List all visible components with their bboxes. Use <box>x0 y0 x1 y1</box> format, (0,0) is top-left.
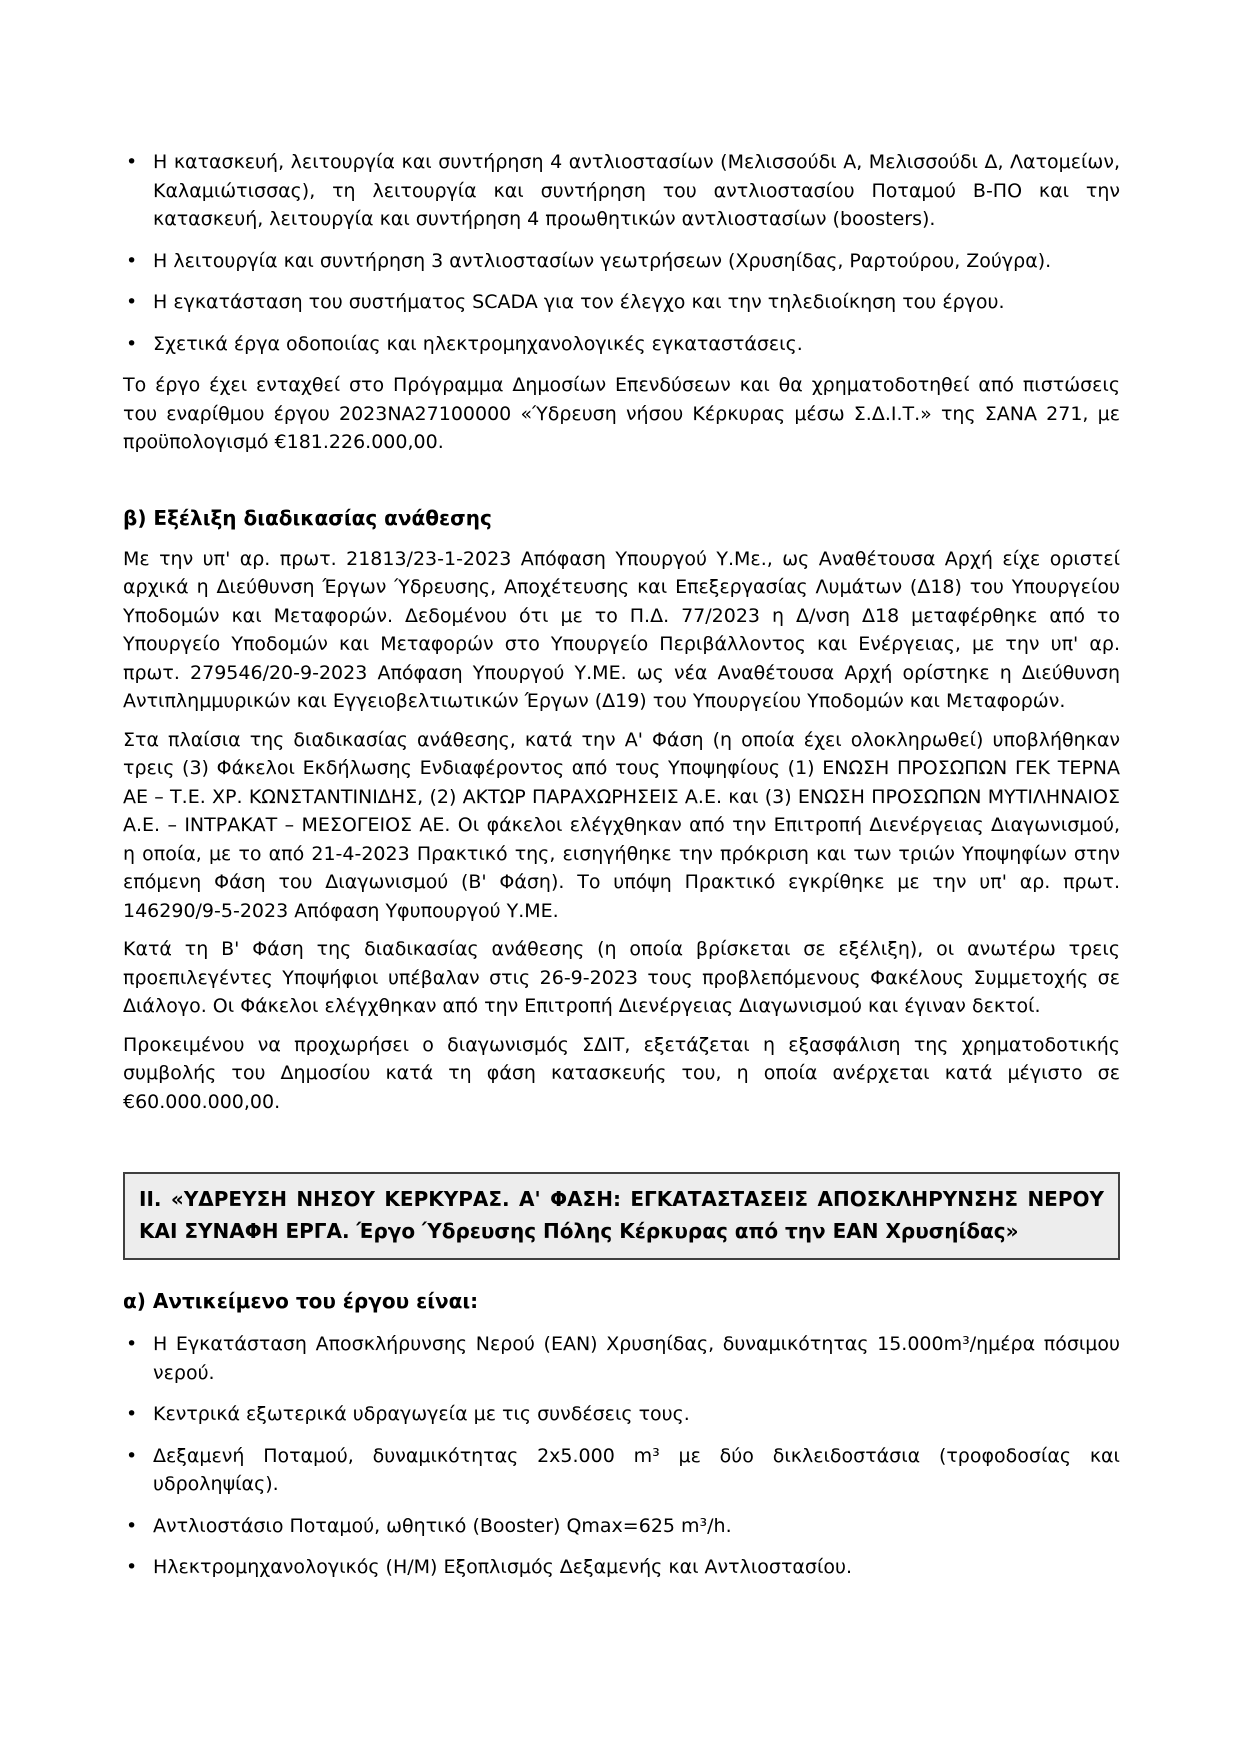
scope-bullet-item: • Δεξαμενή Ποταμού, δυναμικότητας 2x5.000 m³ με δύο δικλειδοστάσια (τροφοδοσίας και υδροληψίας). <box>153 1442 1120 1499</box>
scope-bullet-item: • Η Εγκατάσταση Αποσκλήρυνσης Νερού (ΕΑΝ) Χρυσηίδας, δυναμικότητας 15.000m³/ημέρα πόσιμου νερού. <box>153 1330 1120 1387</box>
intro-bullet-list <box>123 148 1120 358</box>
section-ii-title-box: ΙΙ. «ΥΔΡΕΥΣΗ ΝΗΣΟΥ ΚΕΡΚΥΡΑΣ. Α' ΦΑΣΗ: ΕΓΚΑΤΑΣΤΑΣΕΙΣ ΑΠΟΣΚΛΗΡΥΝΣΗΣ ΝΕΡΟΥ ΚΑΙ ΣΥΝΑΦΗ ΕΡΓΑ. Έργο Ύδρευσης Πόλης Κέρκυρας από την ΕΑΝ Χρυσηίδας» <box>123 1172 1120 1260</box>
section-b-paragraph: Με την υπ' αρ. πρωτ. 21813/23-1-2023 Απόφαση Υπουργού Υ.Με., ως Αναθέτουσα Αρχή είχε οριστεί αρχικά η Διεύθυνση Έργων Ύδρευσης, Αποχέτευσης και Επεξεργασίας Λυμάτων (Δ18) του Υπουργείου Υποδομών και Μεταφορών. Δεδομένου ότι με το Π.Δ. 77/2023 η Δ/νση Δ18 μεταφέρθηκε από το Υπουργείο Υποδομών και Μεταφορών στο Υπουργείο Περιβάλλοντος και Ενέργειας, με την υπ' αρ. πρωτ. 279546/20-9-2023 Απόφαση Υπουργού Υ.ΜΕ. ως νέα Αναθέτουσα Αρχή ορίστηκε η Διεύθυνση Αντιπλημμυρικών και Εγγειοβελτιωτικών Έργων (Δ19) του Υπουργείου Υποδομών και Μεταφορών. <box>123 547 1120 712</box>
section-b-paragraph: Στα πλαίσια της διαδικασίας ανάθεσης, κατά την Α' Φάση (η οποία έχει ολοκληρωθεί) υποβλήθηκαν τρεις (3) Φάκελοι Εκδήλωσης Ενδιαφέροντος από τους Υποψηφίους (1) ΕΝΩΣΗ ΠΡΟΣΩΠΩΝ ΓΕΚ ΤΕΡΝΑ ΑΕ – Τ.Ε. ΧΡ. ΚΩΝΣΤΑΝΤΙΝΙΔΗΣ, (2) ΑΚΤΩΡ ΠΑΡΑΧΩΡΗΣΕΙΣ Α.Ε. και (3) ΕΝΩΣΗ ΠΡΟΣΩΠΩΝ ΜΥΤΙΛΗΝΑΙΟΣ Α.Ε. – ΙΝΤΡΑΚΑΤ – ΜΕΣΟΓΕΙΟΣ ΑΕ. Οι φάκελοι ελέγχθηκαν από την Επιτροπή Διενέργειας Διαγωνισμού, η οποία, με το από 21-4-2023 Πρακτικό της, εισηγήθηκε την πρόκριση και των τριών Υποψηφίων στην επόμενη Φάση του Διαγωνισμού (Β' Φάση). Το υπόψη Πρακτικό εγκρίθηκε με την υπ' αρ. πρωτ. 146290/9-5-2023 Απόφαση Υφυπουργού Υ.ΜΕ. <box>123 728 1120 922</box>
scope-bullet-item: • Ηλεκτρομηχανολογικός (Η/Μ) Εξοπλισμός Δεξαμενής και Αντλιοστασίου. <box>153 1553 1120 1582</box>
scope-bullet-item: • Αντλιοστάσιο Ποταμού, ωθητικό (Booster) Qmax=625 m³/h. <box>153 1512 1120 1541</box>
intro-bullet-item: • Η κατασκευή, λειτουργία και συντήρηση 4 αντλιοστασίων (Μελισσούδι Α, Μελισσούδι Δ, Λατομείων, Καλαμιώτισσας), τη λειτουργία και συντήρηση του αντλιοστασίου Ποταμού Β-ΠΟ και την κατασκευή, λειτουργία και συντήρηση 4 προωθητικών αντλιοστασίων (boosters). <box>153 148 1120 234</box>
intro-bullet-item: • Η λειτουργία και συντήρηση 3 αντλιοστασίων γεωτρήσεων (Χρυσηίδας, Ραρτούρου, Ζούγρα). <box>153 247 1120 276</box>
scope-bullet-item: • Κεντρικά εξωτερικά υδραγωγεία με τις συνδέσεις τους. <box>153 1400 1120 1429</box>
document-content <box>123 148 1120 1582</box>
intro-bullet-item: • Σχετικά έργα οδοποιίας και ηλεκτρομηχανολογικές εγκαταστάσεις. <box>153 330 1120 359</box>
section-b-paragraph: Κατά τη Β' Φάση της διαδικασίας ανάθεσης (η οποία βρίσκεται σε εξέλιξη), οι ανωτέρω τρεις προεπιλεγέντες Υποψήφιοι υπέβαλαν στις 26-9-2023 τους προβλεπόμενους Φακέλους Συμμετοχής σε Διάλογο. Οι Φάκελοι ελέγχθηκαν από την Επιτροπή Διενέργειας Διαγωνισμού και έγιναν δεκτοί. <box>123 938 1120 1017</box>
scope-bullet-list <box>123 1330 1120 1582</box>
intro-bullet-item: • Η εγκατάσταση του συστήματος SCADA για τον έλεγχο και την τηλεδιοίκηση του έργου. <box>153 288 1120 317</box>
section-a-heading: α) Αντικείμενο του έργου είναι: <box>123 1289 479 1313</box>
section-b-paragraph: Προκειμένου να προχωρήσει ο διαγωνισμός ΣΔΙΤ, εξετάζεται η εξασφάλιση της χρηματοδοτικής συμβολής του Δημοσίου κατά τη φάση κατασκευής του, η οποία ανέρχεται κατά μέγιστο σε €60.000.000,00. <box>123 1033 1120 1113</box>
section-b-heading: β) Εξέλιξη διαδικασίας ανάθεσης <box>123 505 492 530</box>
funding-paragraph: Το έργο έχει ενταχθεί στο Πρόγραμμα Δημοσίων Επενδύσεων και θα χρηματοδοτηθεί από πιστώσεις του εναρίθμου έργου 2023ΝΑ27100000 «Ύδρευση νήσου Κέρκυρας μέσω Σ.Δ.Ι.Τ.» της ΣΑΝΑ 271, με προϋπολογισμό €181.226.000,00. <box>123 374 1120 453</box>
